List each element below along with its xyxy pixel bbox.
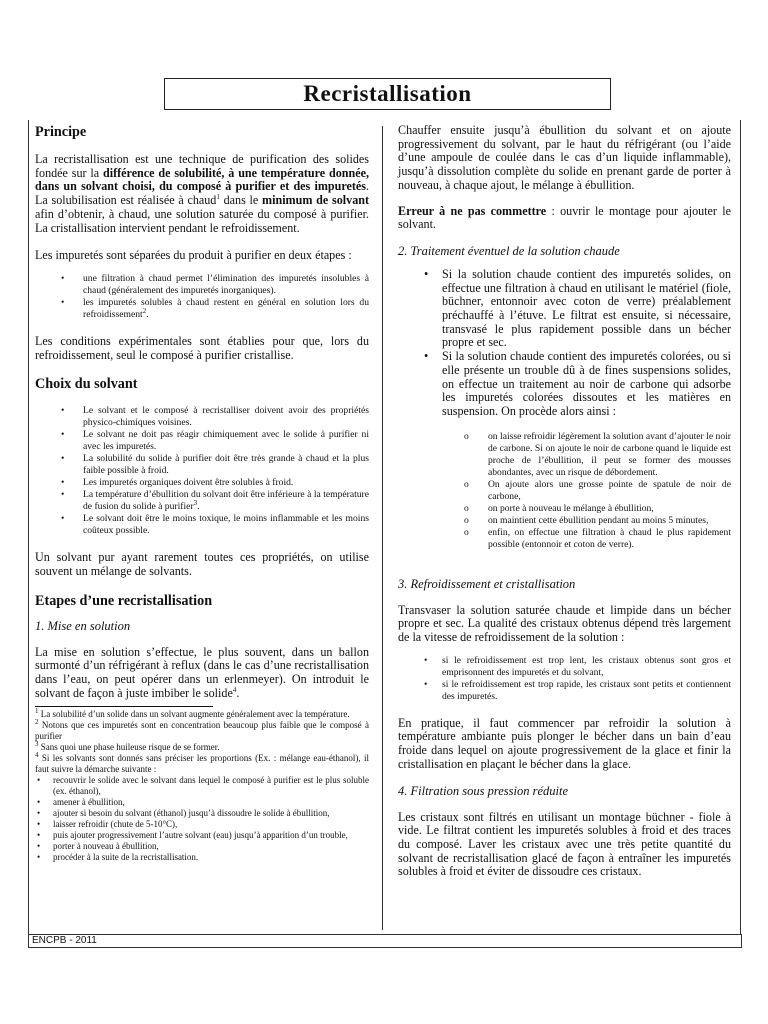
heading-choix-du-solvant: Choix du solvant	[35, 376, 138, 393]
list-item-text: une filtration à chaud permet l’élimination des impuretés insolubles à chaud (généralement des impuretés inorganiques).	[83, 272, 369, 296]
list-item-text: On ajoute alors une grosse pointe de spatule de noir de carbone,	[488, 478, 731, 502]
pratique-paragraph: En pratique, il faut commencer par refroidir la solution à température ambiante puis plonger le bécher dans un bain d’eau froide dans lequel on ajoute progressivement de la glace et finir la cristallisation en plaçant le bécher dans la glace.	[398, 715, 731, 771]
bullet-icon: •	[61, 296, 65, 308]
list-item	[424, 349, 731, 419]
refroidissement-bullet-list	[398, 655, 731, 703]
choix-paragraph: Un solvant pur ayant rarement toutes ces propriétés, on utilise souvent un mélange de solvants.	[35, 550, 369, 579]
list-item	[464, 502, 731, 515]
text-run: : ouvrir le montage pour ajouter le solvant.	[398, 203, 731, 232]
bullet-icon: •	[37, 851, 41, 862]
column-divider	[382, 126, 383, 930]
bullet-icon: •	[37, 796, 41, 807]
list-item	[37, 807, 369, 819]
footnote-separator-space	[35, 701, 369, 709]
footnote	[35, 739, 369, 753]
list-item	[61, 405, 369, 429]
text-run: . La solubilisation est réalisée à chaud	[35, 179, 369, 208]
choix-bullet-list	[35, 405, 369, 537]
footnote-text: Sans quoi une phase huileuse risque de se former.	[40, 741, 220, 752]
footnote-4-list	[35, 775, 369, 863]
footer-text: ENCPB - 2011	[32, 935, 97, 946]
footnotes	[35, 706, 370, 863]
list-item	[424, 654, 731, 679]
bullet-icon: •	[37, 829, 41, 840]
list-item	[464, 514, 731, 527]
list-item	[37, 796, 369, 808]
footnote-ref: 1	[216, 193, 220, 202]
page-title: Recristallisation	[303, 81, 472, 106]
text-run-bold: Erreur à ne pas commettre	[398, 203, 547, 218]
list-item-text: laisser refroidir (chute de 5-10°C),	[53, 818, 178, 829]
footnote-rule	[35, 706, 213, 707]
list-item-text: ajouter si besoin du solvant (éthanol) jusqu’à dissoudre le solide à ébullition,	[53, 807, 330, 818]
list-item-text: si le refroidissement est trop lent, les cristaux obtenus sont gros et emprisonnent des impuretés et du solvant,	[442, 654, 731, 678]
list-item-text: La solubilité du solide à purifier doit être très grande à chaud et la plus faible possible à froid.	[83, 453, 369, 477]
heading-etapes: Etapes d’une recristallisation	[35, 592, 213, 609]
bullet-icon: •	[61, 489, 65, 501]
list-item	[464, 526, 731, 551]
footnote	[35, 706, 369, 720]
list-item-text: puis ajouter progressivement l’autre solvant (eau) jusqu’à apparition d’un trouble,	[53, 829, 348, 840]
list-item	[37, 829, 369, 841]
bullet-icon: •	[61, 513, 65, 525]
principe-paragraph-1	[35, 153, 369, 235]
circle-bullet-icon: o	[464, 514, 469, 526]
footnote-text: La solubilité d’un solide dans un solvant augmente généralement avec la température.	[40, 708, 350, 719]
subheading-filtration: 4. Filtration sous pression réduite	[398, 783, 569, 798]
bullet-icon: •	[37, 840, 41, 851]
circle-bullet-icon: o	[464, 526, 469, 538]
bullet-icon: •	[61, 272, 65, 284]
bullet-icon: •	[61, 453, 65, 465]
list-item-text: recouvrir le solide avec le solvant dans lequel le composé à purifier est le plus soluble (ex. éthanol),	[53, 774, 369, 796]
list-item-text: Le solvant et le composé à recristalliser doivent avoir des propriétés physico-chimiques voisines.	[83, 405, 369, 429]
text-run: afin d’obtenir, à chaud, une solution saturée du composé à purifier. La cristallisation intervient pendant le refroidissement.	[35, 206, 369, 235]
right-column	[398, 124, 731, 879]
subheading-refroidissement: 3. Refroidissement et cristallisation	[398, 576, 576, 591]
list-item-text: Les impuretés organiques doivent être solubles à froid.	[83, 477, 294, 489]
text-run: dans le	[219, 193, 263, 208]
footnote-number: 3	[35, 739, 39, 748]
list-item-text: porter à nouveau à ébullition,	[53, 840, 159, 851]
footnote	[35, 750, 370, 775]
list-item-text: Si la solution chaude contient des impuretés solides, on effectue une filtration à chaud en utilisant le matériel (fiole, büchner, entonnoir avec coton de verre) préalablement préchauffé à l’étuve. Le filtrat est ensuite, si nécessaire, transvasé le plus rapidement possible dans un bécher propre et sec.	[442, 266, 731, 350]
text-run: La recristallisation est une technique de purification des solides fondée sur la	[35, 152, 369, 180]
footnote-text: Notons que ces impuretés sont en concentration beaucoup plus faible que le composé à purifier	[35, 719, 369, 741]
list-item	[37, 818, 369, 830]
list-item-text: Si la solution chaude contient des impuretés colorées, ou si elle présente un trouble dû à de fines suspensions solides, on effectue un traitement au noir de carbone qui adsorbe les impuretés colorées dissoutes et les matières en suspension. On procède alors ainsi :	[442, 349, 731, 418]
footnote-text: Si les solvants sont donnés sans préciser les proportions (Ex. : mélange eau-éthanol), il faut suivre la démarche suivante :	[35, 752, 370, 774]
page	[28, 70, 739, 946]
refroidissement-paragraph: Transvaser la solution saturée chaude et limpide dans un bécher propre et sec. La qualité des cristaux obtenus dépend très largement de la vitesse de refroidissement de la solution :	[398, 602, 731, 645]
list-item	[37, 851, 369, 863]
bullet-icon: •	[61, 405, 65, 417]
bullet-icon: •	[37, 774, 41, 785]
list-item	[464, 430, 731, 479]
bullet-icon: •	[424, 678, 428, 690]
list-item	[61, 513, 369, 537]
text-run-bold: minimum de solvant	[262, 193, 370, 208]
list-item-text: procéder à la suite de la recristallisation.	[53, 851, 199, 862]
bullet-icon: •	[424, 349, 429, 364]
footer	[28, 934, 742, 948]
list-item-text: les impuretés solubles à chaud restent en général en solution lors du refroidissement	[83, 296, 369, 320]
mise-paragraph: La mise en solution s’effectue, le plus souvent, dans un ballon surmonté d’un réfrigérant à reflux (dans le cas d’une recristallisation dans l’eau, on peut opérer dans un erlenmeyer). On introduit le solvant de façon à juste imbiber le solide$^4$.	[35, 644, 369, 700]
list-item	[424, 266, 731, 350]
list-item-text: Le solvant ne doit pas réagir chimiquement avec le solide à purifier ni avec les impuretés.	[83, 429, 369, 453]
list-item-text: La température d’ébullition du solvant doit être inférieure à la température de fusion du solide à purifier	[83, 489, 369, 513]
heading-principe: Principe	[35, 124, 87, 140]
title-box	[164, 78, 611, 110]
chauffer-paragraph: Chauffer ensuite jusqu’à ébullition du solvant et on ajoute progressivement du solvant, par le haut du réfrigérant (ou l’aide d’une ampoule de coulée dans le cas d’un liquide inflammable), jusqu’à dissolution complète du solide en prenant garde de porter à nouveau, à chaque ajout, le mélange à ébullition.	[398, 123, 731, 192]
list-item	[61, 429, 369, 453]
list-item-text: Le solvant doit être le moins toxique, le moins inflammable et les moins coûteux possible.	[83, 513, 369, 537]
list-item-text: on laisse refroidir légèrement la solution avant d’ajouter le noir de carbone. Si on ajoute le noir de carbone quand le liquide est proche de l’ébullition, il peut se former des mousses abondantes, avec un risque de débordement.	[488, 430, 731, 478]
footnote-ref: 2	[142, 306, 147, 315]
circle-bullet-icon: o	[464, 430, 469, 442]
list-item	[61, 477, 369, 489]
list-item	[424, 678, 731, 703]
list-item-text: on porte à nouveau le mélange à ébullition,	[488, 502, 654, 514]
circle-bullet-icon: o	[464, 502, 469, 514]
list-item: • les impuretés solubles à chaud restent en général en solution lors du refroidissement$^2$.	[61, 296, 369, 320]
list-item: • La température d’ébullition du solvant doit être inférieure à la température de fusion du solide à purifier$^3$.	[61, 489, 369, 513]
bullet-icon: •	[61, 429, 65, 441]
footnote-ref: 4	[232, 685, 237, 694]
list-item	[37, 774, 369, 797]
circle-bullet-icon: o	[464, 478, 469, 490]
erreur-paragraph	[398, 205, 731, 232]
filtration-paragraph: Les cristaux sont filtrés en utilisant un montage büchner - fiole à vide. Le filtrat contient les impuretés solubles à froid et des traces du composé. Laver les cristaux avec une très petite quantité du solvant de recristallisation glacé de façon à entraîner les impuretés solubles à froid et éviter de dissoudre ces cristaux.	[398, 809, 731, 879]
text-run: La mise en solution s’effectue, le plus souvent, dans un ballon surmonté d’un réfrigérant à reflux (dans le cas d’une recristallisation dans l’eau, on peut opérer dans un erlenmeyer). On introduit le solvant de façon à juste imbiber le solide	[35, 644, 369, 700]
list-item	[464, 478, 731, 503]
etapes-bullet-list	[35, 273, 369, 321]
principe-paragraph-3: Les conditions expérimentales sont établies pour que, lors du refroidissement, seul le composé à purifier cristallise.	[35, 333, 369, 362]
bullet-icon: •	[37, 807, 41, 818]
text-run-bold: différence de solubilité, à une température donnée, dans un solvant choisi, du composé à purifier et des impuretés	[35, 165, 369, 194]
list-item-text: amener à ébullition,	[53, 796, 125, 807]
noir-de-carbone-list	[398, 431, 731, 551]
traitement-bullet-list	[398, 268, 731, 419]
list-item	[61, 272, 369, 297]
footnote-ref: 3	[193, 499, 198, 508]
list-item-text: on maintient cette ébullition pendant au moins 5 minutes,	[488, 514, 709, 526]
subheading-traitement: 2. Traitement éventuel de la solution chaude	[398, 243, 620, 258]
footnote-number: 1	[35, 706, 39, 715]
footnote	[35, 717, 369, 742]
list-item-text: enfin, on effectue une filtration à chaud le plus rapidement possible (entonnoir et coton de verre).	[488, 526, 731, 550]
left-column	[35, 124, 369, 863]
bullet-icon: •	[37, 818, 41, 829]
bullet-icon: •	[424, 654, 428, 666]
bullet-icon: •	[61, 477, 65, 489]
list-item	[37, 840, 369, 852]
footnote-number: 4	[35, 750, 39, 759]
footnote-number: 2	[35, 717, 39, 726]
subheading-mise-en-solution: 1. Mise en solution	[35, 618, 131, 633]
list-item	[61, 453, 369, 477]
principe-paragraph-2: Les impuretés sont séparées du produit à purifier en deux étapes :	[35, 248, 352, 263]
bullet-icon: •	[424, 266, 429, 281]
list-item-text: si le refroidissement est trop rapide, les cristaux sont petits et contiennent des impuretés.	[442, 678, 731, 702]
